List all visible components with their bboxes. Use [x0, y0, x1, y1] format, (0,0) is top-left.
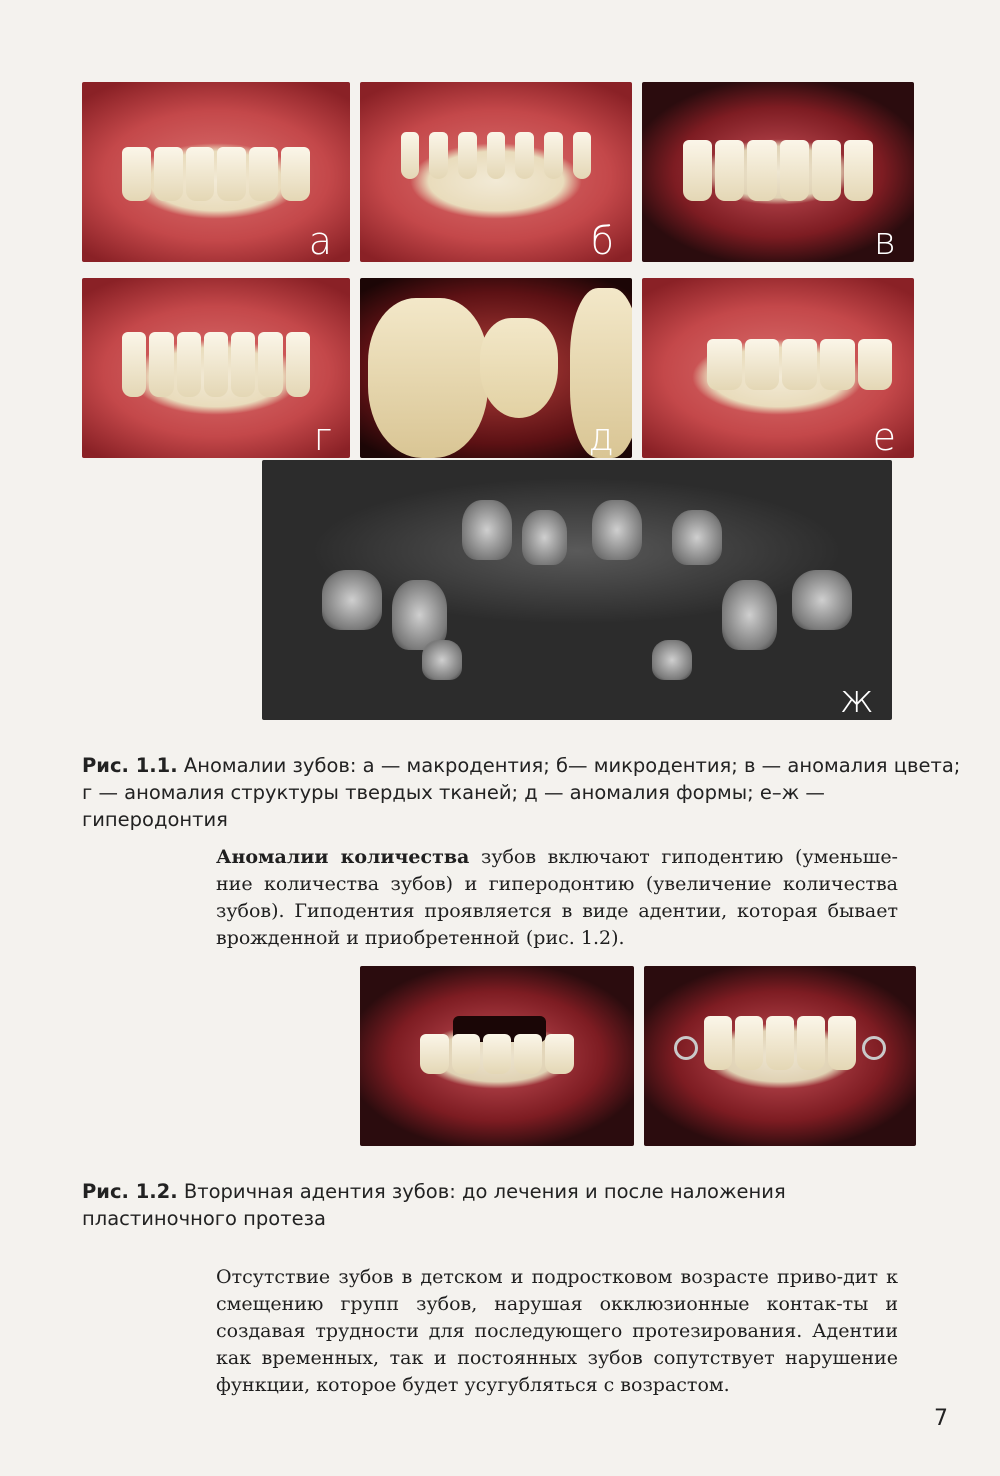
- caption-line-1: [82, 752, 962, 779]
- photo-after-prosthesis: [644, 966, 916, 1146]
- caption-text: Вторичная адентия зубов: до лечения и после наложения пластиночного протеза: [82, 1180, 786, 1230]
- paragraph-quantity-anomalies: [216, 844, 898, 952]
- xray-tooth: [322, 570, 382, 630]
- teeth-illustration: [704, 1016, 856, 1070]
- paragraph-adentia-effects: [216, 1264, 898, 1399]
- teeth-illustration: [122, 332, 310, 397]
- figure-1-2-caption: [82, 1178, 922, 1232]
- prosthesis-clasp-right: [862, 1036, 886, 1060]
- teeth-illustration: [401, 132, 591, 179]
- paragraph-term: Аномалии количества: [216, 846, 470, 868]
- xray-tooth: [422, 640, 462, 680]
- photo-label: д: [588, 415, 614, 458]
- caption-text-1: Аномалии зубов: а — макродентия; б— микродентия; в — аномалия цвета;: [177, 754, 961, 777]
- xray-tooth: [652, 640, 692, 680]
- photo-label: а: [308, 219, 332, 262]
- xray-tooth: [462, 500, 512, 560]
- prosthesis-clasp-left: [674, 1036, 698, 1060]
- caption-line-2: г — аномалия структуры твердых тканей; д — аномалия формы; е–ж — гиперодонтия: [82, 781, 825, 831]
- paragraph-text: Отсутствие зубов в детском и подростковом возрасте приво-дит к смещению групп зубов, нарушая окклюзионные контак-ты и создавая трудности для последующего протезирования. Адентии как временных, так и постоянных зубов сопутствует нарушение функции, которое будет усугубляться с возрастом.: [216, 1266, 898, 1396]
- photo-label: ж: [839, 677, 874, 720]
- photo-v-color-anomaly: [642, 82, 914, 262]
- photo-before-treatment: [360, 966, 634, 1146]
- photo-a-macrodontia: [82, 82, 350, 262]
- photo-e-hyperdontia: [642, 278, 914, 458]
- paragraph-text: зубов включают гиподентию (уменьше-ние количества зубов) и гиперодонтию (увеличение количества зубов). Гиподентия проявляется в виде адентии, которая бывает врожденной и приобретенной (рис. 1.2).: [216, 846, 898, 949]
- tooth-center: [480, 318, 558, 418]
- photo-d-shape-anomaly: [360, 278, 632, 458]
- photo-label: в: [873, 219, 896, 262]
- teeth-illustration: [122, 147, 310, 201]
- photo-b-microdentia: [360, 82, 632, 262]
- photo-label: г: [313, 415, 332, 458]
- page-number: 7: [934, 1406, 948, 1431]
- photo-g-structure-anomaly: [82, 278, 350, 458]
- photo-label: б: [590, 219, 614, 262]
- caption-prefix: Рис. 1.2.: [82, 1180, 178, 1203]
- figure-1-1-caption: [82, 752, 962, 833]
- photo-zh-xray: [262, 460, 892, 720]
- teeth-illustration: [420, 1034, 573, 1074]
- xray-tooth: [672, 510, 722, 565]
- tooth-left: [368, 298, 488, 458]
- caption-prefix: Рис. 1.1.: [82, 754, 178, 777]
- xray-tooth: [592, 500, 642, 560]
- xray-tooth: [722, 580, 777, 650]
- teeth-illustration: [683, 140, 873, 201]
- teeth-illustration: [707, 339, 892, 389]
- xray-tooth: [522, 510, 567, 565]
- xray-tooth: [792, 570, 852, 630]
- photo-label: е: [872, 415, 896, 458]
